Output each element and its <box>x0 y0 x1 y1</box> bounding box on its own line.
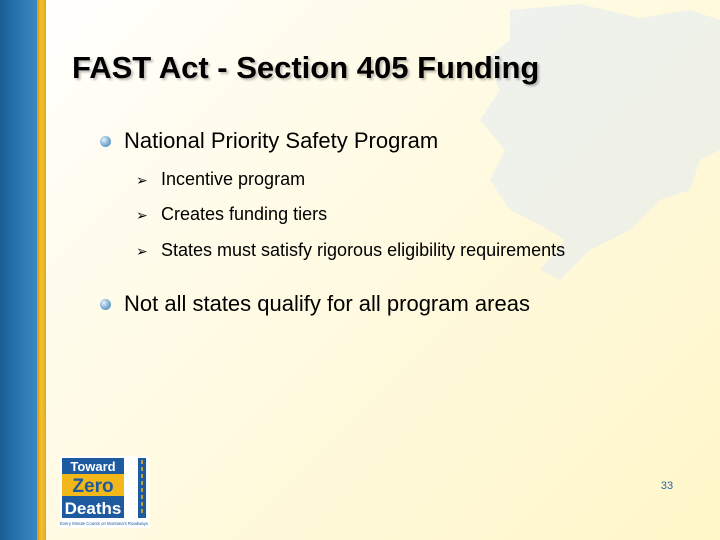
logo-line3: Deaths <box>64 499 122 518</box>
sphere-bullet-icon <box>100 136 111 147</box>
arrow-bullet-icon: ➢ <box>136 172 148 188</box>
logo-tagline: Every Minute Counts on Montana's Roadways <box>60 521 148 526</box>
logo-line2: Zero <box>72 476 114 497</box>
sphere-bullet-icon <box>100 299 111 310</box>
left-sidebar-band <box>0 0 37 540</box>
slide-title: FAST Act - Section 405 Funding <box>72 50 540 85</box>
toward-zero-deaths-logo <box>60 456 150 528</box>
gold-sidebar-stripe <box>37 0 46 540</box>
bullet-not-all-states: Not all states qualify for all program areas <box>124 291 530 316</box>
subitem-funding-tiers: Creates funding tiers <box>161 204 328 224</box>
subitem-incentive-program: Incentive program <box>161 169 306 189</box>
bullet-national-priority: National Priority Safety Program <box>124 128 439 153</box>
logo-line1: Toward <box>70 459 116 474</box>
subitem-eligibility: States must satisfy rigorous eligibility requirements <box>161 240 566 260</box>
page-number: 33 <box>660 480 674 492</box>
arrow-bullet-icon: ➢ <box>136 243 148 259</box>
arrow-bullet-icon: ➢ <box>136 207 148 223</box>
